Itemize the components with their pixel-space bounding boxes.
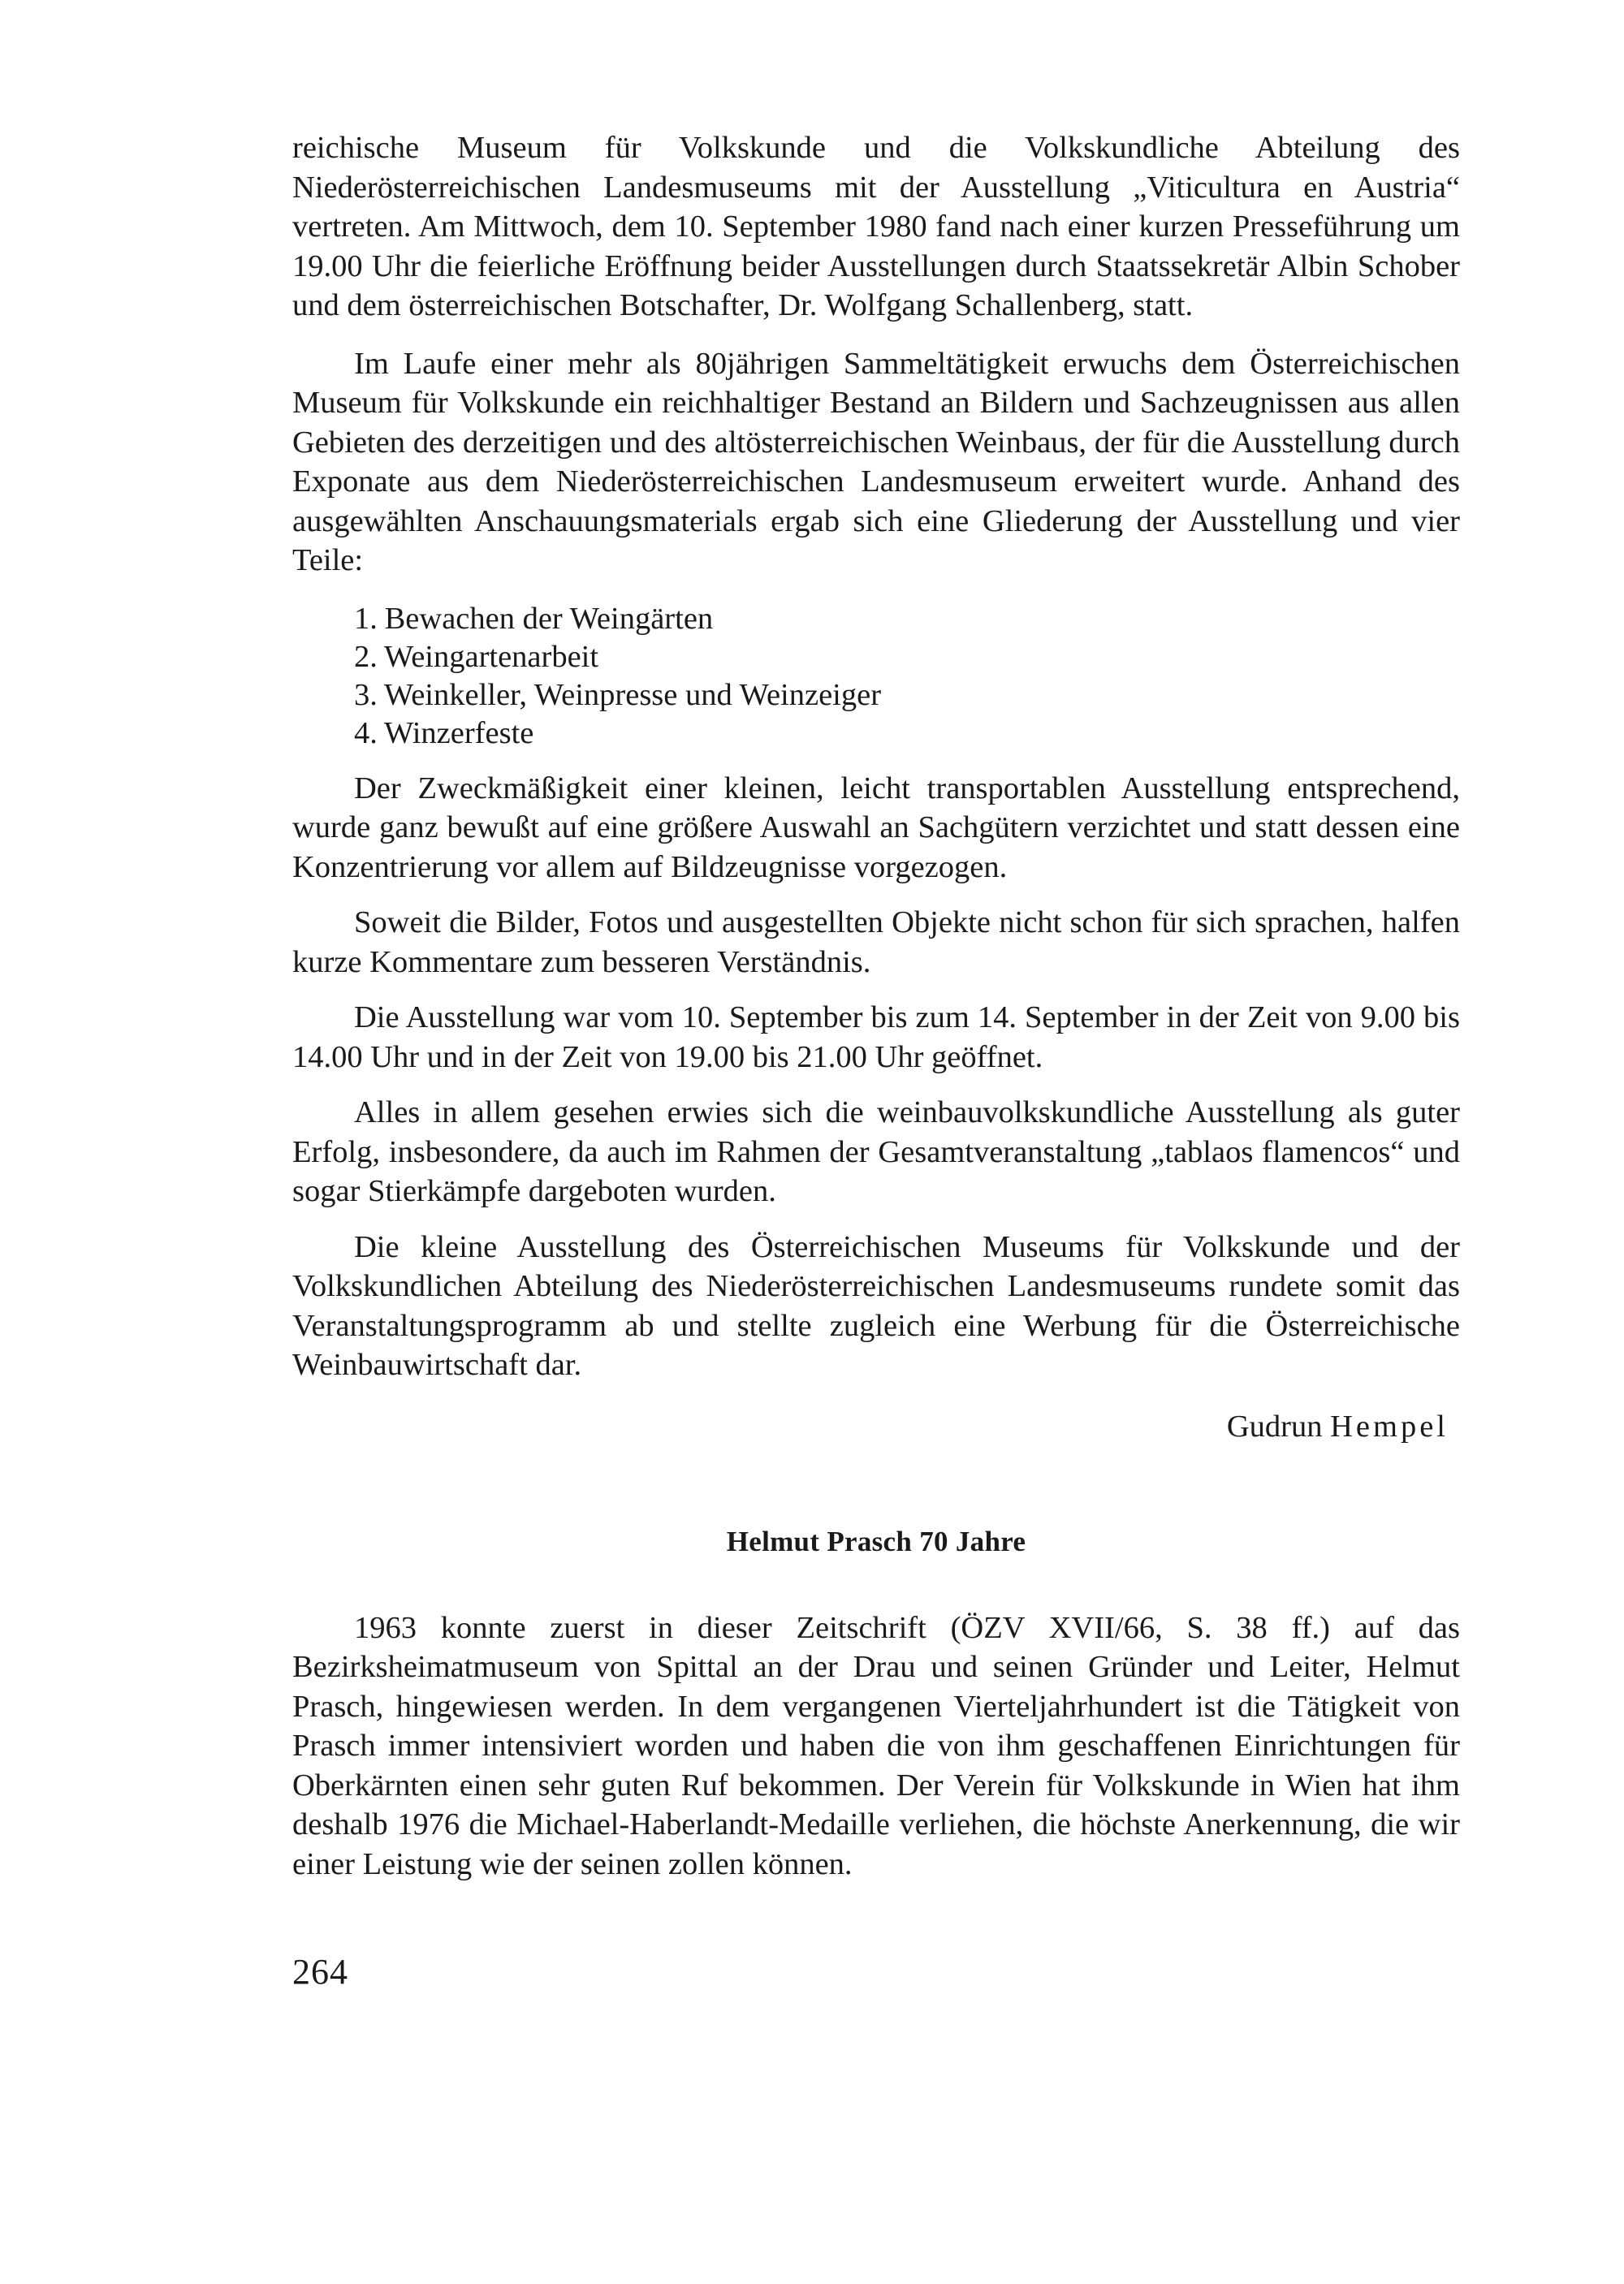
author-last-name: Hempel <box>1330 1409 1449 1444</box>
list-item-text: Winzerfeste <box>383 715 534 750</box>
paragraph-comments: Soweit die Bilder, Fotos und ausgestellten Objekte nicht schon für sich sprachen, halfen kurze Kommentare zum besseren Verständnis. <box>292 905 1460 979</box>
page-body <box>292 128 1460 1884</box>
paragraph-conclusion: Die kleine Ausstellung des Österreichischen Museums für Volkskunde und der Volkskundlichen Abteilung des Niederösterreichischen Landesmuseums rundete somit das Veranstaltungsprogramm ab und stellte zugleich eine Werbung für die Österreichische Weinbauwirtschaft dar. <box>292 1229 1460 1382</box>
exhibition-parts-list <box>292 600 1460 753</box>
list-item <box>354 638 1460 676</box>
list-item-text: Weingartenarbeit <box>383 639 599 674</box>
list-item-number: 2. <box>354 639 378 674</box>
paragraph-collection: Im Laufe einer mehr als 80jährigen Sammeltätigkeit erwuchs dem Österreichischen Museum für Volkskunde ein reichhaltiger Bestand an Bildern und Sachzeugnissen aus allen Gebieten des derzeitigen und des altösterreichischen Weinbaus, der für die Ausstellung durch Exponate aus dem Niederösterreichischen Landesmuseum erweitert wurde. Anhand des ausgewählten Anschauungsmaterials ergab sich eine Gliederung der Ausstellung und vier Teile: <box>292 346 1460 577</box>
list-item <box>354 676 1460 715</box>
list-item-number: 1. <box>354 601 378 636</box>
list-item-number: 3. <box>354 677 378 712</box>
list-item-text: Bewachen der Weingärten <box>384 601 714 636</box>
list-item-text: Weinkeller, Weinpresse und Weinzeiger <box>383 677 882 712</box>
page-number: 264 <box>292 1952 348 1992</box>
article-heading: Helmut Prasch 70 Jahre <box>726 1525 1026 1557</box>
paragraph-purpose: Der Zweckmäßigkeit einer kleinen, leicht transportablen Ausstellung entsprechend, wurde ganz bewußt auf eine größere Auswahl an Sachgütern verzichtet und statt dessen eine Konzentrierung vor allem auf Bildzeugnisse vorgezogen. <box>292 771 1460 884</box>
author-first-name: Gudrun <box>1226 1409 1323 1444</box>
paragraph-success: Alles in allem gesehen erwies sich die weinbauvolkskundliche Ausstellung als guter Erfolg, insbesondere, da auch im Rahmen der Gesamtveranstaltung „tablaos flamencos“ und sogar Stierkämpfe dargeboten wurden. <box>292 1095 1460 1208</box>
list-item-number: 4. <box>354 715 378 750</box>
author-signature <box>292 1407 1460 1446</box>
paragraph-continued: reichische Museum für Volkskunde und die Volkskundliche Abteilung des Niederösterreichischen Landesmuseums mit der Ausstellung „Viticultura en Austria“ vertreten. Am Mittwoch, dem 10. September 1980 fand nach einer kurzen Presseführung um 19.00 Uhr die feierliche Eröffnung beider Ausstellungen durch Staatssekretär Albin Schober und dem österreichischen Botschafter, Dr. Wolfgang Schallenberg, statt. <box>292 131 1460 322</box>
paragraph-hours: Die Ausstellung war vom 10. September bis zum 14. September in der Zeit von 9.00 bis 14.00 Uhr und in der Zeit von 19.00 bis 21.00 Uhr geöffnet. <box>292 1000 1460 1074</box>
list-item <box>354 600 1460 638</box>
list-item <box>354 715 1460 753</box>
paragraph-prasch: 1963 konnte zuerst in dieser Zeitschrift (ÖZV XVII/66, S. 38 ff.) auf das Bezirksheimatmuseum von Spittal an der Drau und seinen Gründer und Leiter, Helmut Prasch, hingewiesen werden. In dem vergangenen Vierteljahrhundert ist die Tätigkeit von Prasch immer intensiviert worden und haben die von ihm geschaffenen Einrichtungen für Oberkärnten einen sehr guten Ruf bekommen. Der Verein für Volkskunde in Wien hat ihm deshalb 1976 die Michael-Haberlandt-Medaille verliehen, die höchste Anerkennung, die wir einer Leistung wie der seinen zollen können. <box>292 1610 1460 1881</box>
